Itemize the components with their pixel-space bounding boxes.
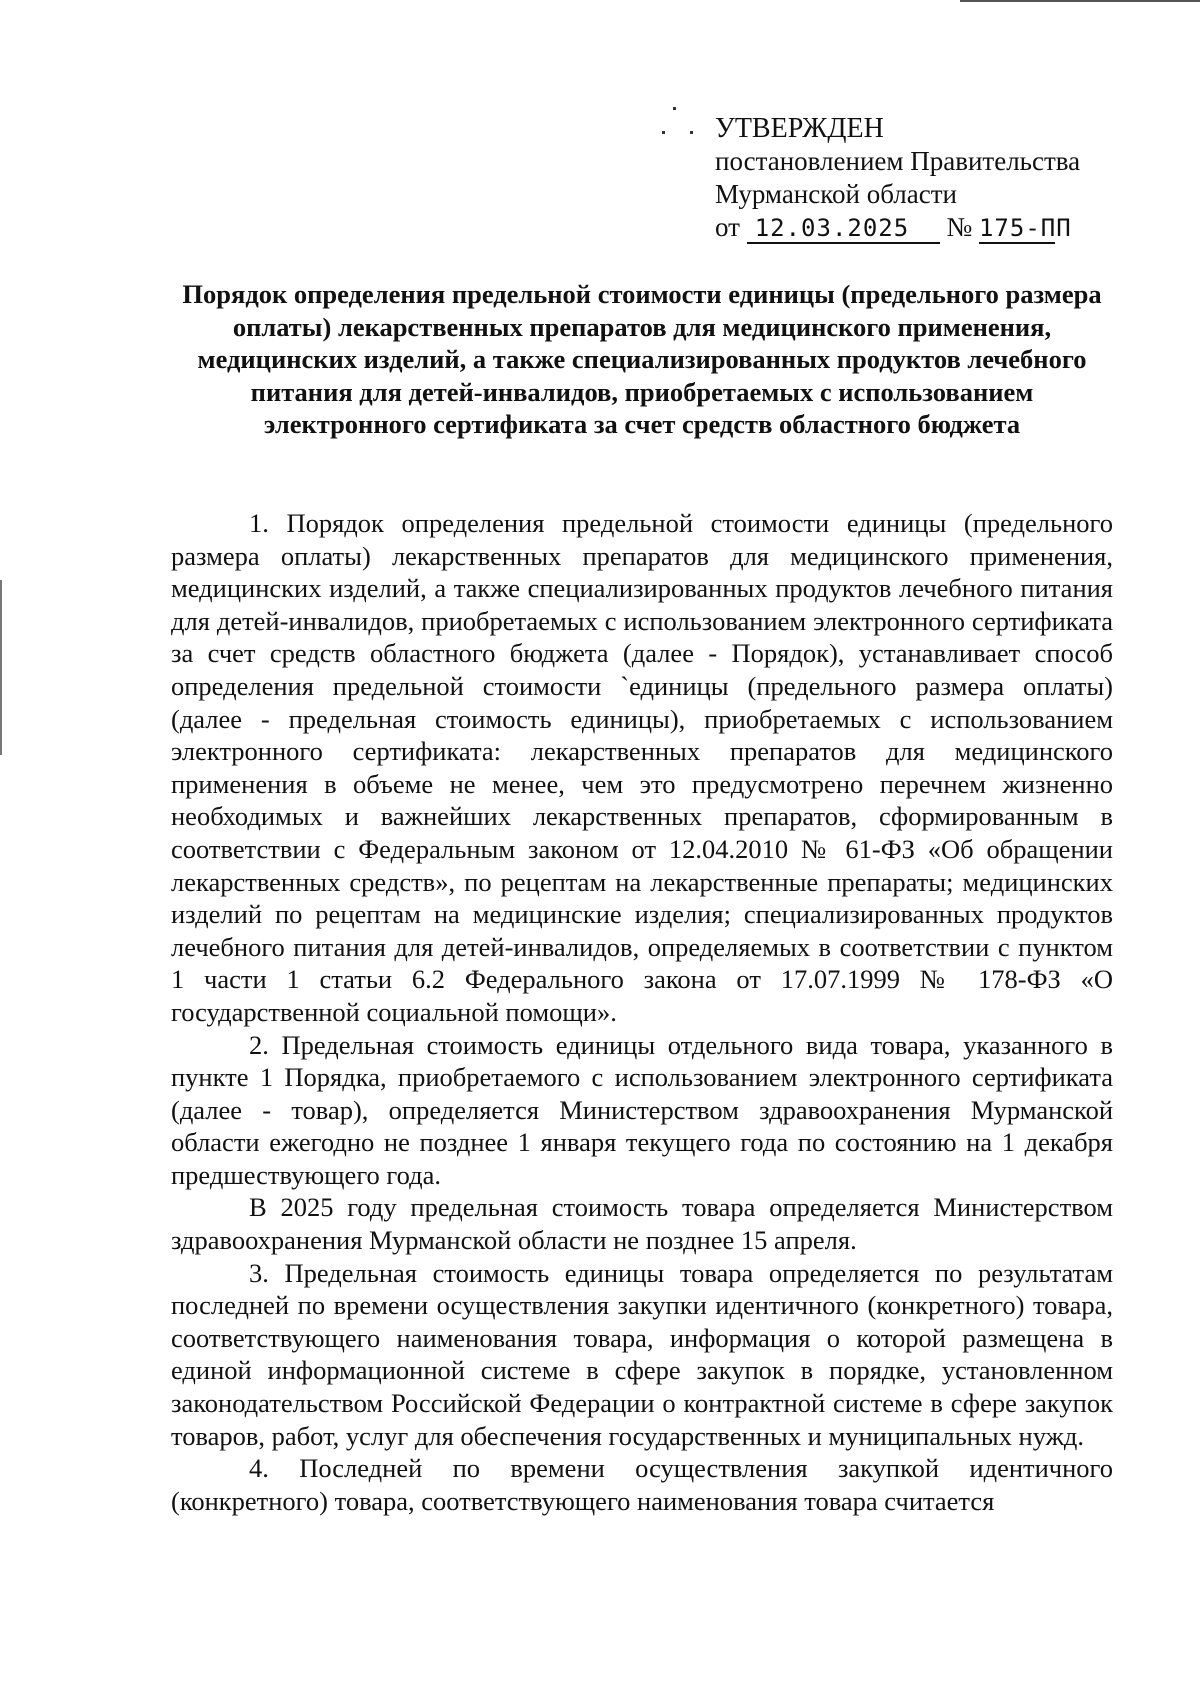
paragraph: В 2025 году предельная стоимость товара определяется Министерством здравоохранения Мурманской области не позднее 15 апреля. [171, 1192, 1113, 1256]
approval-registration [715, 211, 1080, 244]
approval-line: постановлением Правительства [715, 146, 1081, 176]
scan-margin-mark [0, 580, 2, 755]
paragraph: 2. Предельная стоимость единицы отдельного вида товара, указанного в пункте 1 Порядка, приобретаемого с использованием электронного сертификата (далее - товар), определяется Министерством здравоохранения Мурманской области ежегодно не позднее 1 января текущего года по состоянию на 1 декабря предшествующего года. [171, 1029, 1113, 1190]
document-body [171, 507, 1113, 1517]
paragraph: 3. Предельная стоимость единицы товара определяется по результатам последней по времени осуществления закупки идентичного (конкретного) товара, соответствующего наименования товара, информация о которой размещена в единой информационной системе в сфере закупок в порядке, установленном законодательством Российской Федерации о контрактной системе в сфере закупок товаров, работ, услуг для обеспечения государственных и муниципальных нужд. [171, 1257, 1113, 1451]
scan-dot [673, 107, 676, 110]
number-prefix: № [946, 212, 973, 242]
approval-block [715, 112, 1080, 244]
approval-line: Мурманской области [715, 179, 957, 209]
document-title: Порядок определения предельной стоимости единицы (предельного размера оплаты) лекарственных препаратов для медицинского применения, медицинских изделий, а также специализированных продуктов лечебного питания для детей-инвалидов, приобретаемых с использованием электронного сертификата за счет средств областного бюджета [182, 279, 1102, 439]
approval-title: УТВЕРЖДЕН [715, 113, 884, 144]
paragraph: 1. Порядок определения предельной стоимости единицы (предельного размера оплаты) лекарственных препаратов для медицинского применения, медицинских изделий, а также специализированных продуктов лечебного питания для детей-инвалидов, приобретаемых с использованием электронного сертификата за счет средств областного бюджета (далее - Порядок), устанавливает способ определения предельной стоимости `единицы (предельного размера оплаты) (далее - предельная стоимость единицы), приобретаемых с использованием электронного сертификата: лекарственных препаратов для медицинского применения в объеме не менее, чем это предусмотрено перечнем жизненно необходимых и важнейших лекарственных препаратов, сформированным в соответствии с Федеральным законом от 12.04.2010 № 61-ФЗ «Об обращении лекарственных средств», по рецептам на лекарственные препараты; медицинских изделий по рецептам на медицинские изделия; специализированных продуктов лечебного питания для детей-инвалидов, определяемых в соответствии с пунктом 1 части 1 статьи 6.2 Федерального закона от 17.07.1999 № 178-ФЗ «О государственной социальной помощи». [171, 508, 1113, 1027]
approval-date: 12.03.2025 [747, 214, 940, 244]
paragraph: 4. Последней по времени осуществления закупкой идентичного (конкретного) товара, соответствующего наименования товара считается [171, 1453, 1113, 1516]
scan-dot [662, 131, 665, 134]
approval-number: 175-ПП [978, 214, 1072, 242]
scan-dot [690, 131, 693, 134]
scan-edge-line [960, 0, 1200, 2]
date-prefix: от [715, 212, 740, 242]
